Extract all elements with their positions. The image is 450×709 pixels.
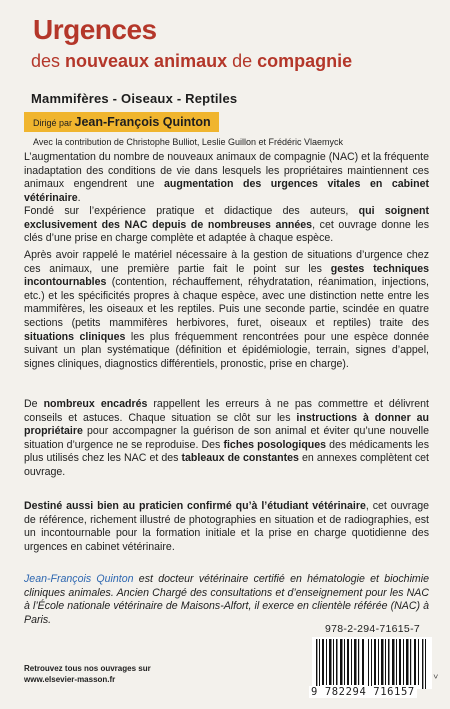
p3-text-b: (contention, réchauffement, réhydratation, réanimation, injections, etc.) et les spécificités propres à chaque espèce, avec une distinction nette entre les mammifères, les oiseaux et les reptiles. Puis une seconde partie, scindée en quatre sections (petits mammifères herbivores, furet, oiseaux et reptiles) traite des [24, 276, 429, 329]
p4-bold-a: nombreux encadrés [43, 398, 148, 410]
paragraph-experience [24, 205, 429, 246]
p2-bold: qui soignent exclusivement des NAC depuis de nombreuses années [24, 205, 430, 231]
p1-end: . [77, 191, 81, 204]
barcode-digits: 9 782294 716157 [311, 686, 415, 698]
p5-bold: Destiné aussi bien au praticien confirmé qu’à l’étudiant vétérinaire [24, 500, 366, 512]
species-line: Mammifères - Oiseaux - Reptiles [31, 91, 238, 106]
contributors-line: Avec la contribution de Christophe Bulliot, Leslie Guillon et Frédéric Vlaemyck [33, 137, 343, 147]
paragraph-encadres [24, 398, 429, 480]
p4-text-e: en annexes complètent cet ouvrage. [24, 452, 430, 478]
subtitle-emphasis-2: compagnie [257, 51, 353, 71]
p3-text-c: les plus fréquemment rencontrées pour une espèce donnée suivant un plan systématique (définition et épidémiologie, terrain, signes d’appel, signes cliniques, diagnostics différentiels, pronostic, prise en charge). [24, 330, 429, 370]
p5-text: , cet ouvrage de référence, richement illustré de photographies en situation et de radiographies, est un incontournable pour la formation initiale et la prise en charge quotidienne des urgences en cabinet vétérinaire. [24, 500, 429, 553]
p4-text-a: De [24, 398, 44, 410]
p3-text-a: Après avoir rappelé le matériel nécessaire à la gestion de situations d’urgence chez ces animaux, une première partie fait le point sur les [24, 249, 429, 275]
subtitle-emphasis-1: nouveaux animaux [65, 51, 228, 71]
author-name: Jean-François Quinton [24, 573, 134, 585]
p3-bold-a: gestes techniques incontournables [24, 262, 429, 289]
p2-text: Fondé sur l’expérience pratique et didactique des auteurs, [24, 205, 359, 217]
p2-end: , cet ouvrage donne les clés d’une prise en charge complète et adaptée à chaque espèce. [24, 218, 429, 245]
director-line [33, 115, 211, 130]
p1-text: L’augmentation du nombre de nouveaux animaux de compagnie (NAC) et la fréquente inadaptation des conditions de vie dans lesquels les propriétaires maintiennent ces animaux engendrent une [24, 151, 429, 191]
p1-bold: augmentation des urgences vitales en cabinet vétérinaire [24, 178, 429, 204]
paragraph-audience [24, 500, 429, 554]
barcode [312, 637, 432, 689]
p4-bold-c: fiches posologiques [223, 438, 327, 451]
director-label: Dirigé par [33, 118, 75, 128]
director-name: Jean-François Quinton [74, 115, 211, 129]
book-title: Urgences [33, 14, 157, 45]
paragraph-intro [24, 151, 429, 205]
footer-find-label: Retrouvez tous nos ouvrages sur [24, 664, 151, 673]
p4-text-d: des médicaments les plus utilisés chez les NAC et des [24, 438, 429, 465]
author-bio-text: est docteur vétérinaire certifié en hématologie et biochimie cliniques animales. Ancien Chargé des consultations et d’enseignement pour les NAC à l’École nationale vétérinaire de Maisons-Alfort, il exerce en clientèle référée (NAC) à Paris. [24, 573, 429, 626]
subtitle-pre: des [31, 51, 66, 71]
subtitle-mid: de [227, 51, 258, 71]
paragraph-author-bio [24, 573, 429, 627]
barcode-corner-mark-icon: > [430, 674, 440, 679]
p4-text-b: rappellent les erreurs à ne pas commettre et délivrent conseils et astuces. Chaque situation se clôt sur les [24, 398, 429, 424]
p3-bold-b: situations cliniques [24, 330, 126, 343]
book-subtitle [31, 50, 352, 72]
barcode-bars [312, 637, 432, 689]
p4-bold-d: tableaux de constantes [181, 452, 299, 465]
p4-bold-b: instructions à donner au propriétaire [24, 411, 429, 438]
isbn-number: 978-2-294-71615-7 [325, 623, 421, 635]
paragraph-structure [24, 249, 429, 371]
footer-website: www.elsevier-masson.fr [24, 675, 116, 684]
p4-text-c: pour accompagner la guérison de son animal et éviter qu’une nouvelle situation d’urgence ne se reproduise. Des [24, 425, 429, 451]
